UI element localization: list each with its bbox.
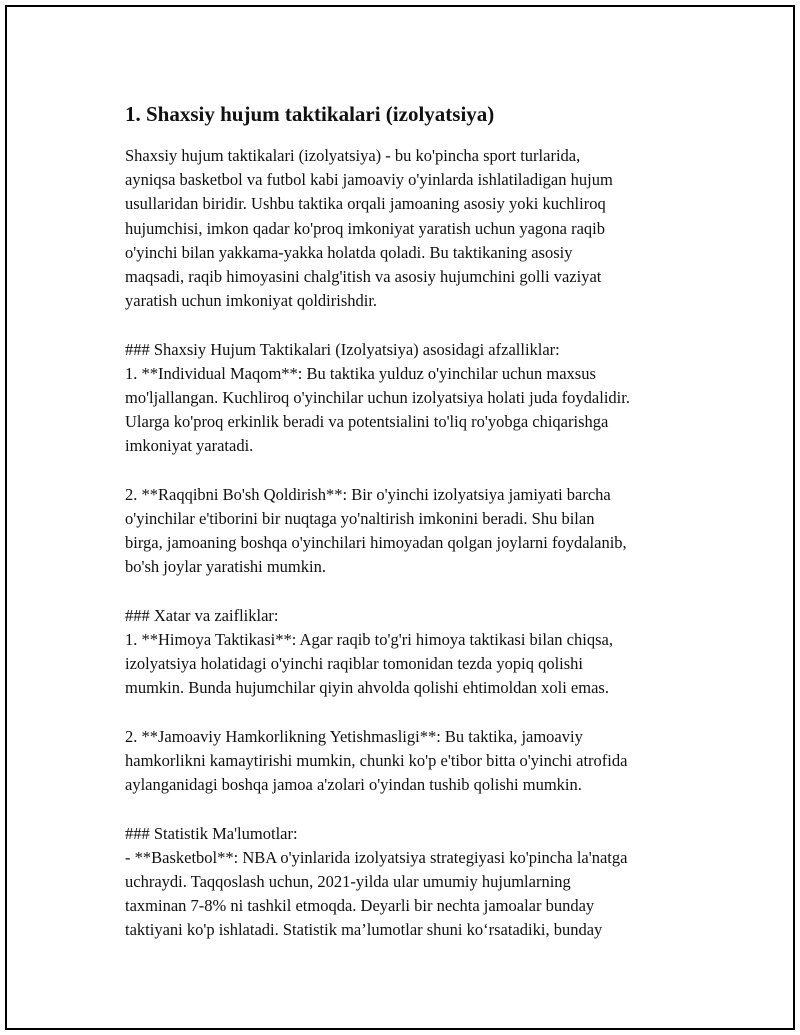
document-title: 1. Shaxsiy hujum taktikalari (izolyatsiya) (125, 102, 495, 126)
stats-heading: ### Statistik Ma'lumotlar: (125, 823, 298, 843)
risk-item-2: 2. **Jamoaviy Hamkorlikning Yetishmasligi**: Bu taktika, jamoaviy hamkorlikni kamaytirishi mumkin, chunki ko'p e'tibor bitta o'yinchi atrofida aylanganidagi boshqa jamoa a'zolari o'yindan tushib qolishi mumkin. (125, 726, 628, 795)
advantage-item-1: 1. **Individual Maqom**: Bu taktika yulduz o'yinchilar uchun maxsus mo'ljallangan. Kuchliroq o'yinchilar uchun izolyatsiya holati juda foydalidir. Ularga ko'proq erkinlik beradi va potentsialini to'liq ro'yobga chiqarishga imkoniyat yaratadi. (125, 363, 630, 456)
paragraph-spacer (125, 459, 700, 483)
advantages-heading: ### Shaxsiy Hujum Taktikalari (Izolyatsiya) asosidagi afzalliklar: (125, 339, 560, 359)
page-frame (5, 5, 795, 1030)
stats-item-1: - **Basketbol**: NBA o'yinlarida izolyatsiya strategiyasi ko'pincha la'natga uchraydi. Taqqoslash uchun, 2021-yilda ular umumiy hujumlarning taxminan 7-8% ni tashkil etmoqda. Deyarli bir nechta jamoalar bunday taktiyani ko'p ishlatadi. Statistik ma’lumotlar shuni ko‘rsatadiki, bunday (125, 847, 628, 940)
paragraph-spacer (125, 313, 700, 337)
intro-paragraph: Shaxsiy hujum taktikalari (izolyatsiya) - bu ko'pincha sport turlarida, ayniqsa basketbol va futbol kabi jamoaviy o'yinlarda ishlatiladigan hujum usullaridan biridir. Ushbu taktika orqali jamoaning asosiy yoki kuchliroq hujumchisi, imkon qadar ko'proq imkoniyat yaratish uchun yagona raqib o'yinchi bilan yakkama-yakka holatda qoladi. Bu taktikaning asosiy maqsadi, raqib himoyasini chalg'itish va asosiy hujumchini golli vaziyat yaratish uchun imkoniyat qoldirishdir. (125, 146, 613, 311)
paragraph-spacer (125, 797, 700, 821)
document-body (125, 100, 700, 943)
risk-item-1: 1. **Himoya Taktikasi**: Agar raqib to'g'ri himoya taktikasi bilan chiqsa, izolyatsiya holatidagi o'yinchi raqiblar tomonidan tezda yopiq qolishi mumkin. Bunda hujumchilar qiyin ahvolda qolishi ehtimoldan xoli emas. (125, 630, 613, 698)
risks-heading: ### Xatar va zaifliklar: (125, 605, 279, 625)
paragraph-spacer (125, 701, 700, 725)
advantage-item-2: 2. **Raqqibni Bo'sh Qoldirish**: Bir o'yinchi izolyatsiya jamiyati barcha o'yinchilar e'tiborini bir nuqtaga yo'naltirish imkonini beradi. Shu bilan birga, jamoaning boshqa o'yinchilari himoyadan qolgan joylarni foydalanib, bo'sh joylar yaratishi mumkin. (125, 484, 627, 577)
paragraph-spacer (125, 580, 700, 604)
